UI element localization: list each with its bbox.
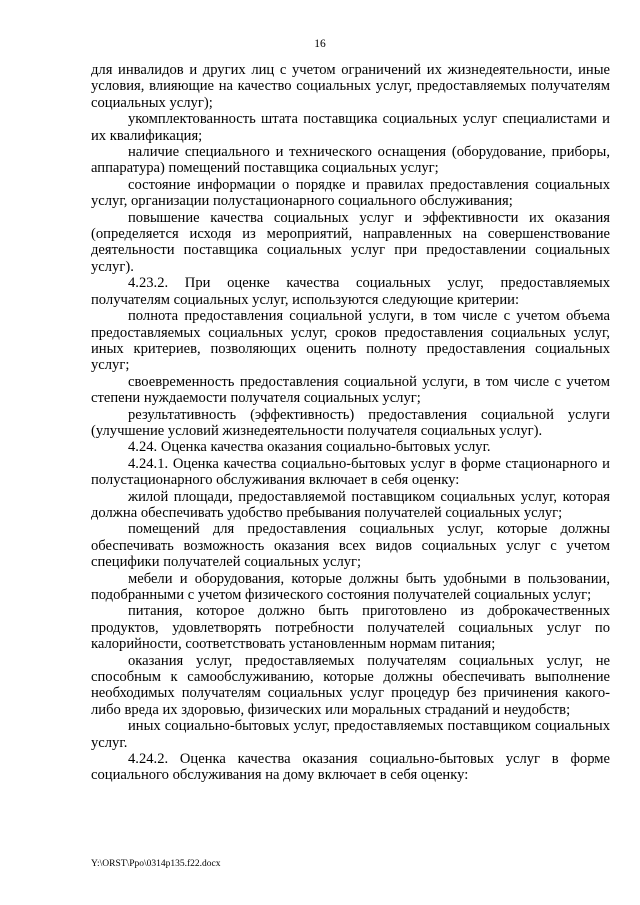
paragraph: питания, которое должно быть приготовлено из доброкачественных продуктов, удовлетворять потребности получателей социальных услуг по калорийности, соответствовать установленным нормам питания; [91, 603, 610, 653]
paragraph: укомплектованность штата поставщика социальных услуг специалистами и их квалификация; [91, 111, 610, 144]
paragraph: своевременность предоставления социальной услуги, в том числе с учетом степени нуждаемости получателя социальных услуг; [91, 373, 610, 407]
paragraph: 4.24.2. Оценка качества оказания социально-бытовых услуг в форме социального обслуживания на дому включает в себя оценку: [91, 751, 610, 784]
paragraph: иных социально-бытовых услуг, предоставляемых поставщиком социальных услуг. [91, 718, 610, 751]
file-path-footer: Y:\ORST\Ppo\0314p135.f22.docx [91, 859, 221, 869]
page-number: 16 [314, 38, 326, 50]
paragraph: помещений для предоставления социальных услуг, которые должны обеспечивать возможность оказания всех видов социальных услуг с учетом специфики получателей социальных услуг; [91, 521, 610, 571]
paragraph: мебели и оборудования, которые должны быть удобными в пользовании, подобранными с учетом физического состояния получателей социальных услуг; [91, 570, 610, 603]
paragraph: 4.24. Оценка качества оказания социально-бытовых услуг. [128, 439, 491, 456]
paragraph: 4.24.1. Оценка качества социально-бытовых услуг в форме стационарного и полустационарного обслуживания включает в себя оценку: [91, 455, 610, 489]
paragraph: результативность (эффективность) предоставления социальной услуги (улучшение условий жизнедеятельности получателя социальных услуг). [91, 406, 610, 439]
paragraph: повышение качества социальных услуг и эффективности их оказания (определяется исходя из мероприятий, направленных на совершенствование деятельности поставщика социальных услуг при предоставлении социальных услуг). [91, 209, 610, 275]
paragraph: жилой площади, предоставляемой поставщиком социальных услуг, которая должна обеспечивать удобство пребывания получателей социальных услуг; [91, 488, 610, 521]
paragraph: состояние информации о порядке и правилах предоставления социальных услуг, организации полустационарного социального обслуживания; [91, 176, 610, 210]
paragraph: 4.23.2. При оценке качества социальных услуг, предоставляемых получателям социальных услуг, используются следующие критерии: [91, 275, 610, 308]
document-body [91, 62, 610, 784]
paragraph: наличие специального и технического оснащения (оборудование, приборы, аппаратура) помещений поставщика социальных услуг; [91, 144, 610, 177]
paragraph: полнота предоставления социальной услуги, в том числе с учетом объема предоставляемых социальных услуг, сроков предоставления социальных услуг, иных критериев, позволяющих оценить полноту предоставления социальных услуг; [91, 308, 610, 374]
paragraph: оказания услуг, предоставляемых получателям социальных услуг, не способным к самообслуживанию, которые должны обеспечивать выполнение необходимых получателям социальных услуг процедур без причинения какого-либо вреда их здоровью, физических или моральных страданий и неудобств; [91, 652, 610, 718]
paragraph: для инвалидов и других лиц с учетом ограничений их жизнедеятельности, иные условия, влияющие на качество социальных услуг, предоставляемых получателям социальных услуг); [91, 62, 610, 111]
